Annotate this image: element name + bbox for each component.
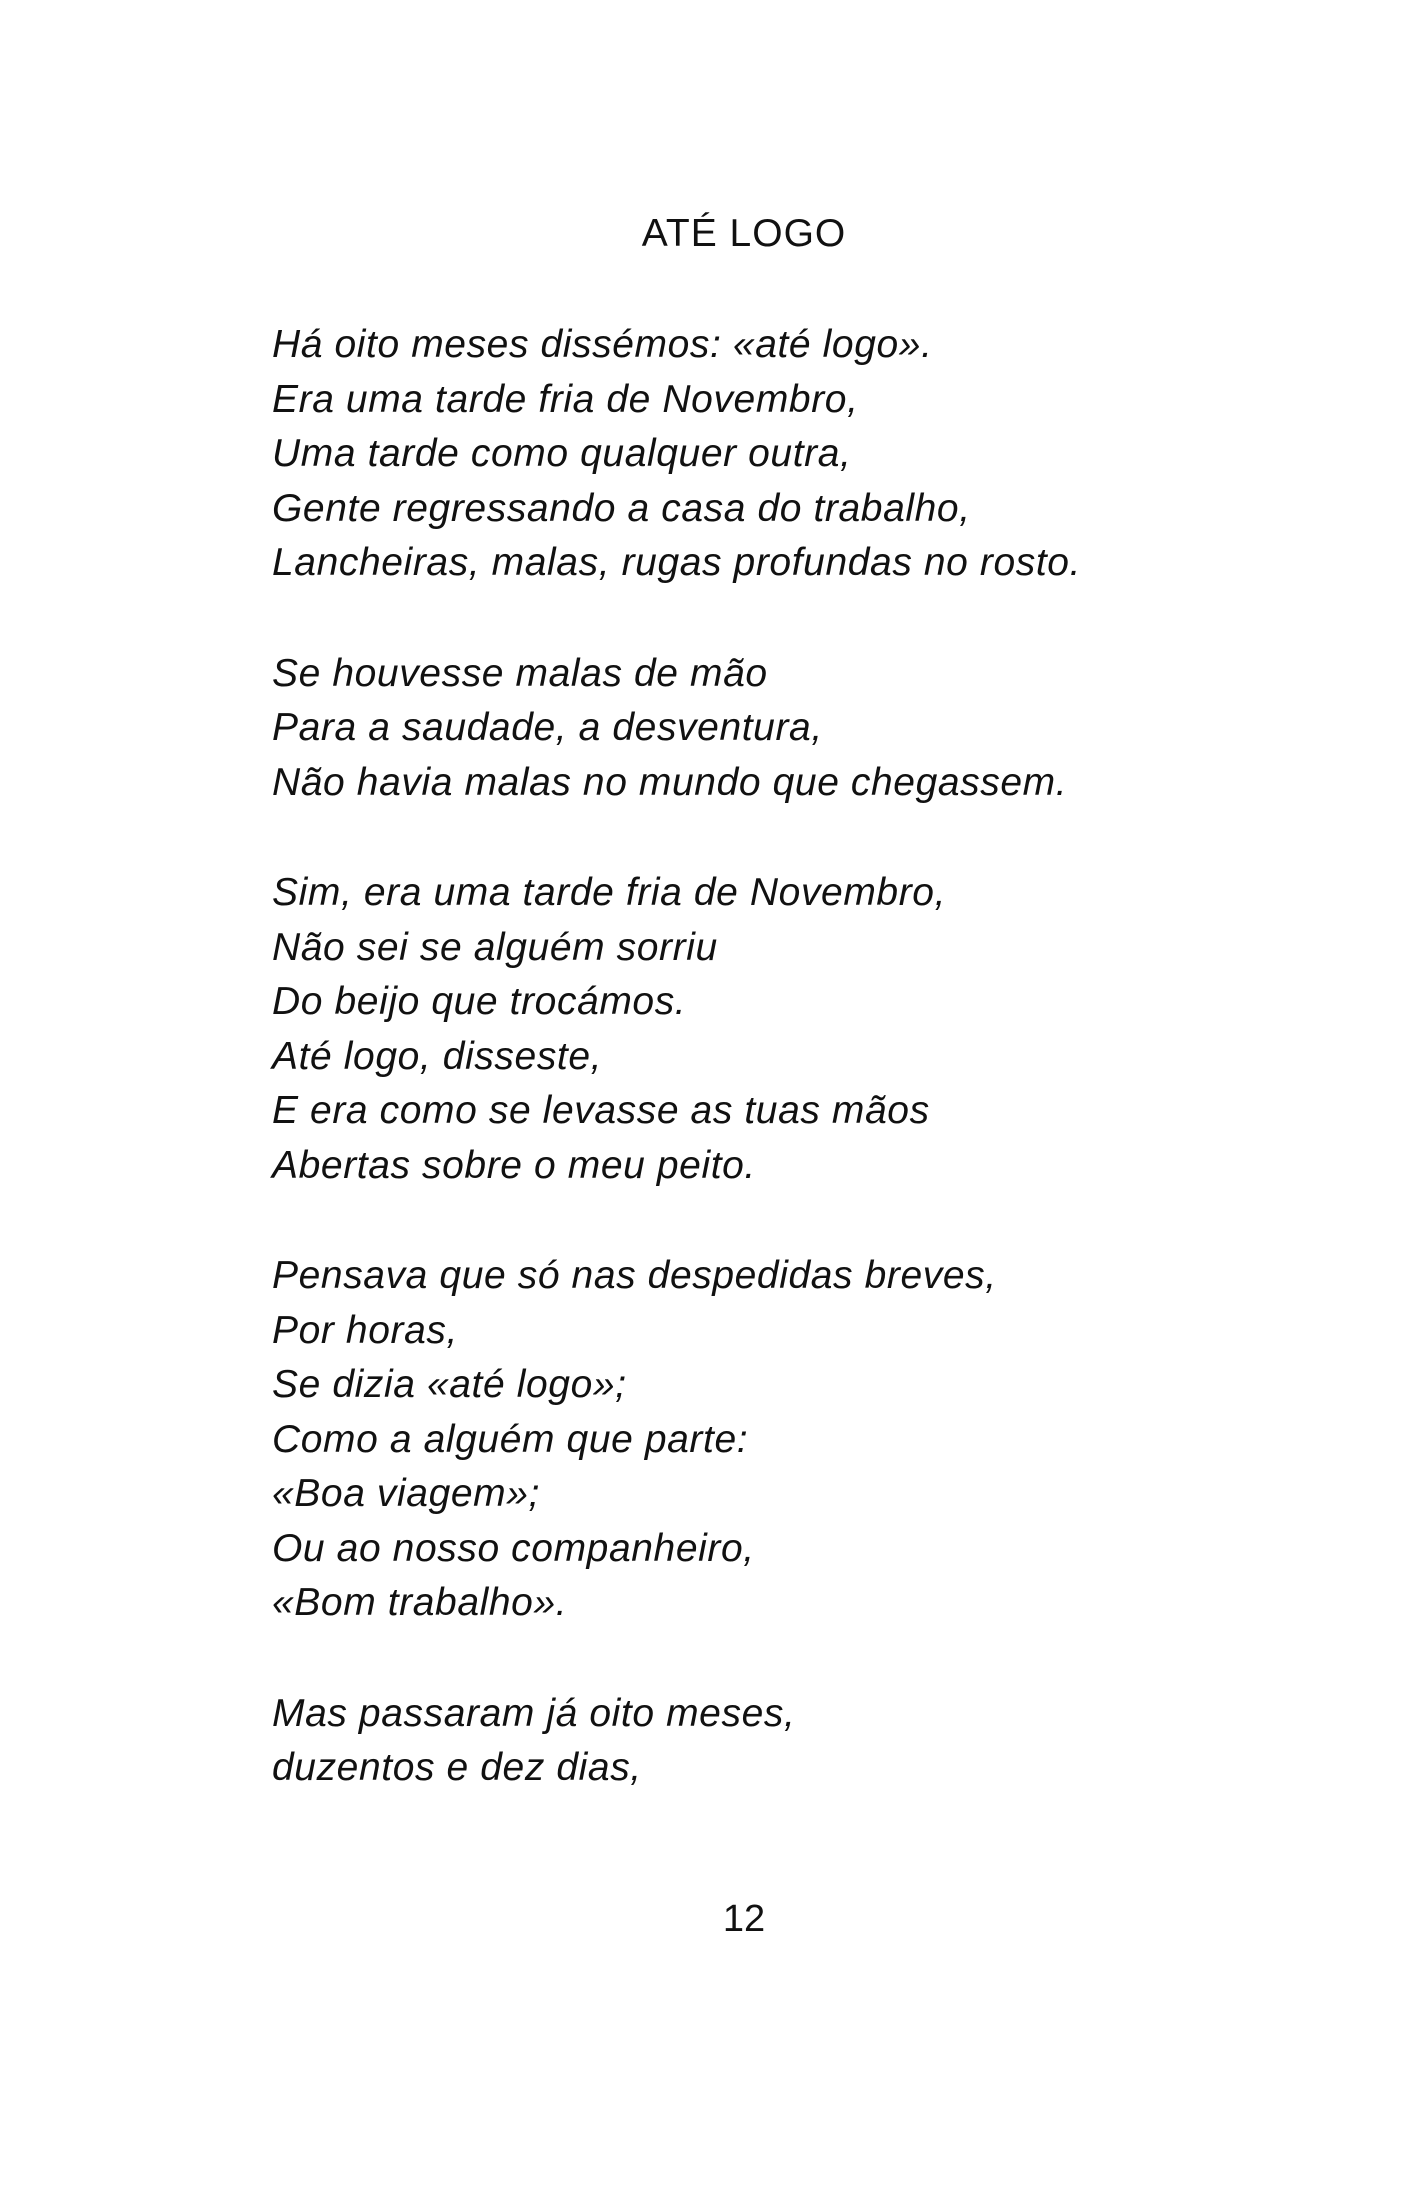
poem-line: Ou ao nosso companheiro, bbox=[272, 1526, 755, 1570]
poem-line: duzentos e dez dias, bbox=[272, 1746, 642, 1789]
stanza-4 bbox=[272, 1249, 1332, 1631]
poem-line: Se houvesse malas de mão bbox=[272, 651, 768, 695]
poem-line: Do beijo que trocámos. bbox=[272, 980, 687, 1023]
poem-line: Por horas, bbox=[272, 1308, 458, 1352]
poem-line: Até logo, disseste, bbox=[272, 1034, 603, 1078]
stanza-3 bbox=[272, 866, 1332, 1193]
poem-line: «Bom trabalho». bbox=[272, 1581, 568, 1624]
poem-line: Para a saudade, a desventura, bbox=[272, 706, 823, 749]
stanza-5 bbox=[272, 1687, 1332, 1796]
poem-line: Abertas sobre o meu peito. bbox=[272, 1143, 756, 1187]
poem-line: Uma tarde como qualquer outra, bbox=[272, 432, 852, 475]
stanza-1 bbox=[272, 318, 1332, 591]
poem-line: Há oito meses dissémos: «até logo». bbox=[272, 323, 933, 366]
poem-line: Mas passaram já oito meses, bbox=[272, 1691, 796, 1735]
poem-title: ATÉ LOGO bbox=[641, 212, 847, 255]
poem-line: Sim, era uma tarde fria de Novembro, bbox=[272, 871, 947, 914]
poem-line: Não havia malas no mundo que chegassem. bbox=[272, 760, 1068, 804]
poem-line: Como a alguém que parte: bbox=[272, 1417, 749, 1461]
poem-body bbox=[272, 318, 1332, 1852]
poem-line: Se dizia «até logo»; bbox=[272, 1363, 627, 1406]
poem-line: E era como se levasse as tuas mãos bbox=[272, 1089, 930, 1132]
poem-line: Gente regressando a casa do trabalho, bbox=[272, 486, 971, 530]
poem-line: Não sei se alguém sorriu bbox=[272, 925, 718, 969]
stanza-2 bbox=[272, 647, 1332, 811]
poem-line: Era uma tarde fria de Novembro, bbox=[272, 377, 859, 421]
poem-line: Lancheiras, malas, rugas profundas no rosto. bbox=[272, 541, 1082, 584]
poem-line: «Boa viagem»; bbox=[272, 1472, 540, 1515]
page-number: 12 bbox=[722, 1898, 766, 1940]
poem-line: Pensava que só nas despedidas breves, bbox=[272, 1254, 997, 1297]
